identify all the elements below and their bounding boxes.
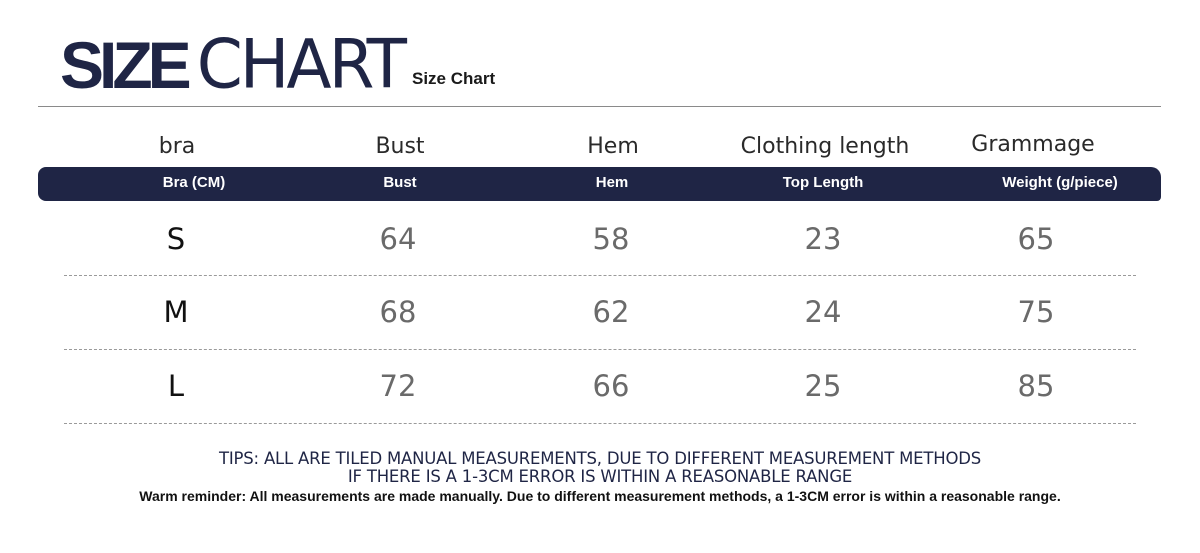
cell-hem: 58 xyxy=(592,222,630,256)
cell-length: 23 xyxy=(804,222,842,256)
table-row xyxy=(0,283,1200,343)
title-bold-text: SIZE xyxy=(60,28,187,102)
cell-weight: 75 xyxy=(1017,295,1055,329)
header-en-length: Clothing length xyxy=(740,134,910,159)
row-divider xyxy=(64,423,1136,424)
header-en-bust: Bust xyxy=(375,134,425,159)
header-en-hem: Hem xyxy=(587,134,639,159)
cell-bust: 72 xyxy=(379,369,417,403)
cell-length: 24 xyxy=(804,295,842,329)
title-divider xyxy=(38,106,1161,107)
header-label-weight: Weight (g/piece) xyxy=(1002,174,1118,191)
table-row xyxy=(0,210,1200,270)
header-label-bust: Bust xyxy=(383,174,417,191)
cell-hem: 66 xyxy=(592,369,630,403)
page-title xyxy=(60,25,404,104)
header-en-grammage: Grammage xyxy=(971,132,1095,157)
header-label-length: Top Length xyxy=(782,174,864,191)
page-subtitle: Size Chart xyxy=(412,69,496,88)
size-label: S xyxy=(166,222,186,256)
header-en-bra: bra xyxy=(158,134,196,159)
warm-reminder: Warm reminder: All measurements are made manually. Due to different measurement methods, a 1-3CM error is within a reasonable range. xyxy=(139,488,1061,504)
cell-length: 25 xyxy=(804,369,842,403)
header-label-bra: Bra (CM) xyxy=(162,174,226,191)
table-row xyxy=(0,357,1200,417)
cell-bust: 68 xyxy=(379,295,417,329)
row-divider xyxy=(64,275,1136,276)
size-label: M xyxy=(163,295,189,329)
tips-line-1: TIPS: ALL ARE TILED MANUAL MEASUREMENTS, DUE TO DIFFERENT MEASUREMENT METHODS xyxy=(218,449,982,468)
cell-weight: 65 xyxy=(1017,222,1055,256)
header-label-hem: Hem xyxy=(595,174,629,191)
cell-bust: 64 xyxy=(379,222,417,256)
size-label: L xyxy=(167,369,185,403)
cell-weight: 85 xyxy=(1017,369,1055,403)
tips-line-2: IF THERE IS A 1-3CM ERROR IS WITHIN A REASONABLE RANGE xyxy=(347,467,853,486)
title-thin-text: CHART xyxy=(196,25,404,104)
cell-hem: 62 xyxy=(592,295,630,329)
row-divider xyxy=(64,349,1136,350)
